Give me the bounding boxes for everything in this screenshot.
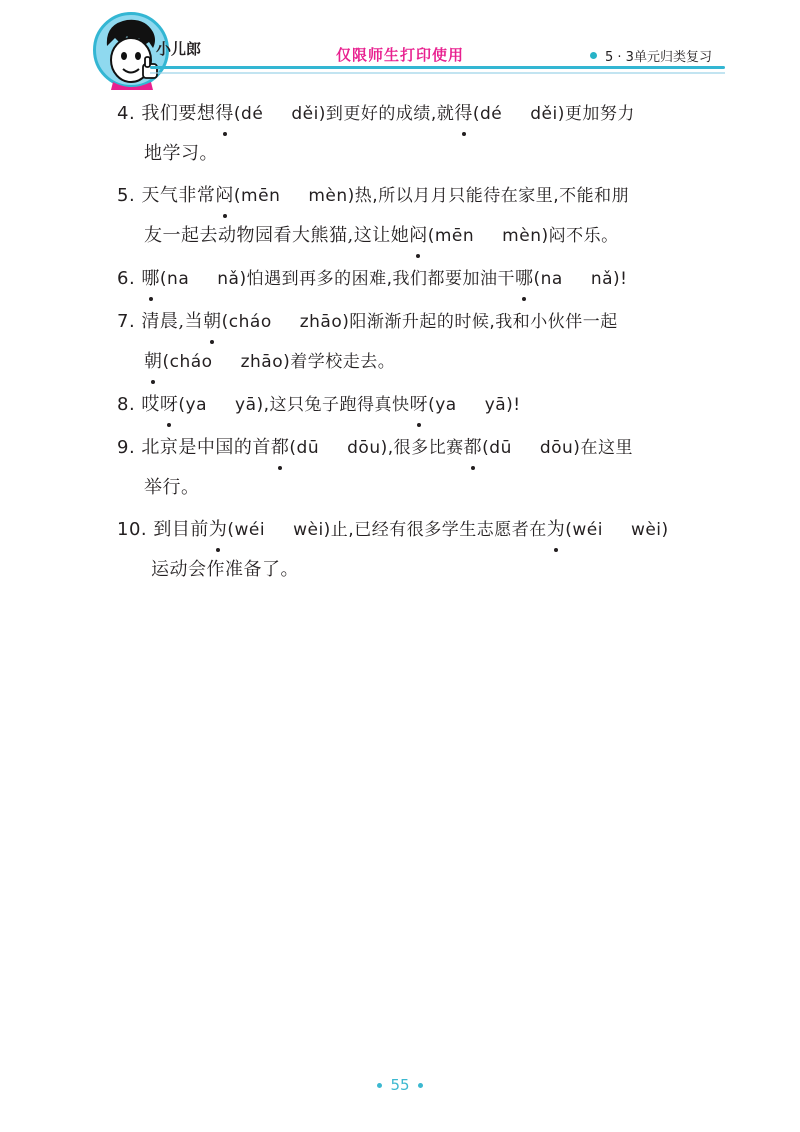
item-text: děi)到更好的成绩,就 (291, 104, 455, 124)
exercise-item-8 (117, 385, 727, 425)
dotted-character: 朝 (144, 342, 163, 381)
item-line (117, 176, 727, 216)
pinyin-option: (ya (428, 395, 457, 415)
item-text: mèn)闷不乐。 (502, 226, 619, 246)
header-rule (150, 66, 725, 69)
item-line (117, 510, 727, 550)
page-header (0, 0, 800, 100)
item-text: 友一起去动物园看大熊猫,这让她 (144, 225, 410, 246)
print-notice: 仅限师生打印使用 (336, 46, 465, 64)
pinyin-option: (dū (289, 438, 320, 458)
unit-label (590, 46, 712, 65)
item-text: zhāo)着学校走去。 (240, 352, 396, 372)
exercise-item-4 (117, 94, 727, 173)
dotted-character: 哪 (515, 259, 534, 298)
dotted-character: 闷 (409, 216, 428, 255)
dotted-character: 得 (454, 94, 473, 133)
exercise-item-7 (117, 302, 727, 382)
item-line (117, 342, 727, 382)
page-footer (0, 1076, 800, 1094)
item-number: 9. (117, 437, 136, 458)
pinyin-option: (cháo (162, 352, 213, 372)
item-text: 清晨,当 (141, 311, 204, 332)
dotted-character: 呀 (160, 385, 179, 424)
item-number: 6. (117, 268, 136, 289)
item-line (117, 428, 727, 468)
bullet-icon (377, 1083, 382, 1088)
pinyin-option: (dé (472, 104, 503, 124)
item-text: 我们要想 (141, 103, 216, 124)
item-text: wèi) (630, 520, 669, 540)
item-text: yā),这只兔子跑得真快 (235, 395, 410, 415)
exercise-item-10 (117, 510, 727, 589)
item-text: wèi)止,已经有很多学生志愿者在 (293, 520, 547, 540)
item-text: 北京是中国的首 (141, 437, 271, 458)
exercise-item-9 (117, 428, 727, 507)
pinyin-option: (na (533, 269, 563, 289)
item-text: dōu),很多比赛 (347, 438, 464, 458)
item-line: 运动会作准备了。 (151, 559, 299, 580)
pinyin-option: (cháo (221, 312, 272, 332)
item-line (117, 385, 727, 425)
bullet-icon (590, 52, 597, 59)
pinyin-option: (wéi (565, 520, 603, 540)
item-text: 天气非常 (141, 185, 216, 206)
exercise-item-6 (117, 259, 727, 299)
dotted-character: 都 (271, 428, 290, 467)
dotted-character: 为 (209, 510, 228, 549)
item-text: zhāo)阳渐渐升起的时候,我和小伙伴一起 (299, 312, 618, 332)
item-text: dōu)在这里 (539, 438, 633, 458)
bullet-icon (418, 1083, 423, 1088)
item-text: yā)! (484, 395, 521, 415)
exercise-list (117, 94, 727, 592)
item-line (117, 259, 727, 299)
item-line: 举行。 (144, 477, 200, 498)
item-number: 7. (117, 311, 136, 332)
page-number: 55 (390, 1076, 410, 1094)
pinyin-option: (wéi (227, 520, 266, 540)
pinyin-option: (na (159, 269, 190, 289)
item-number: 8. (117, 394, 136, 415)
item-text: 到目前 (153, 519, 209, 540)
exercise-item-5 (117, 176, 727, 256)
item-number: 10. (117, 519, 148, 540)
dotted-character: 闷 (215, 176, 234, 215)
dotted-character: 朝 (203, 302, 222, 341)
dotted-character: 得 (215, 94, 234, 133)
brand-name: 小儿郎 (156, 40, 202, 58)
item-text: mèn)热,所以月月只能待在家里,不能和朋 (308, 186, 630, 206)
item-text: děi)更加努力 (530, 104, 635, 124)
item-number: 4. (117, 103, 136, 124)
pinyin-option: (ya (178, 395, 208, 415)
item-line: 地学习。 (144, 143, 218, 164)
item-number: 5. (117, 185, 136, 206)
item-text: 哎 (141, 394, 160, 415)
item-text: nǎ)! (590, 269, 628, 289)
pinyin-option: (dé (233, 104, 264, 124)
header-rule-accent (150, 72, 725, 74)
dotted-character: 为 (547, 510, 566, 549)
pinyin-option: (mēn (233, 186, 281, 206)
unit-label-text: 5 · 3单元归类复习 (605, 50, 712, 65)
item-text: nǎ)怕遇到再多的困难,我们都要加油干 (217, 269, 515, 289)
pinyin-option: (dū (482, 438, 512, 458)
dotted-character: 都 (464, 428, 483, 467)
item-line (117, 94, 727, 134)
item-line (117, 302, 727, 342)
item-line (117, 216, 727, 256)
dotted-character: 呀 (410, 385, 429, 424)
dotted-character: 哪 (141, 259, 160, 298)
pinyin-option: (mēn (427, 226, 475, 246)
